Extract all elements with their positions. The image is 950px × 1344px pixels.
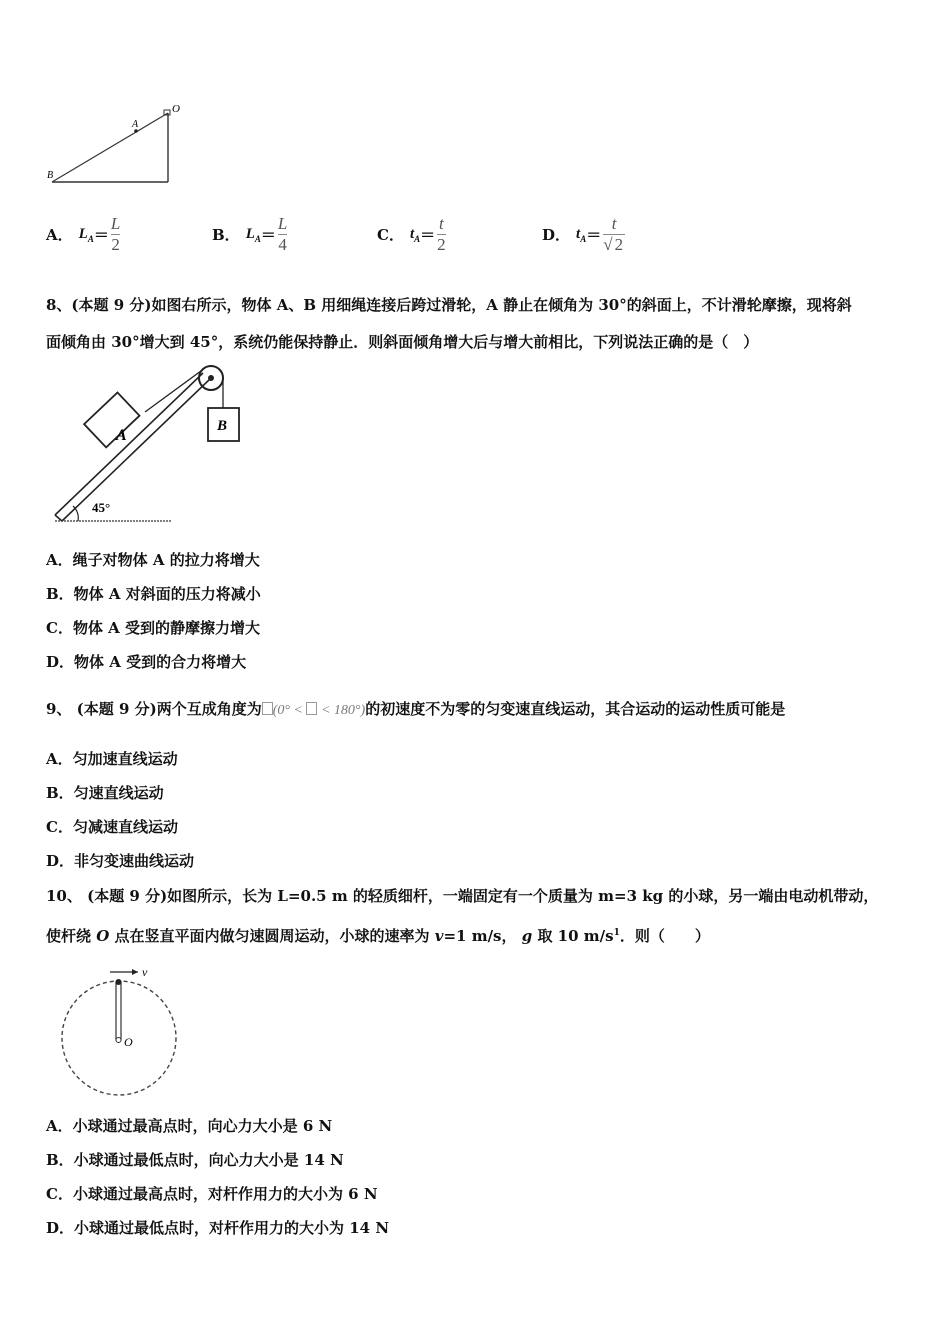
option-var: $t_A$: [576, 225, 587, 244]
q8-option-b[interactable]: B．物体 A 对斜面的压力将减小: [46, 585, 261, 603]
label-a: A: [116, 427, 127, 444]
pivot-o: [116, 1038, 121, 1043]
incline-pulley-figure-q8: [50, 360, 250, 530]
q9-option-a[interactable]: A．匀加速直线运动: [46, 750, 178, 768]
q10-stem-line2: 使杆绕 O 点在竖直平面内做匀速圆周运动，小球的速率为 v=1 m/s， g 取 10 $m/s^1$．则（ ）: [46, 927, 710, 945]
option-var: $L_A$: [245, 225, 261, 244]
theta-box-icon: [306, 702, 317, 715]
incline-bottom: [62, 379, 210, 521]
q9-option-b[interactable]: B．匀速直线运动: [46, 784, 164, 802]
q8-option-d[interactable]: D．物体 A 受到的合力将增大: [46, 653, 247, 671]
label-b: B: [47, 170, 54, 181]
angle-label: 45°: [92, 500, 111, 515]
q7-option-c[interactable]: [377, 214, 446, 255]
q10-stem-line1: 10、 (本题 9 分)如图所示，长为 L=0.5 m 的轻质细杆，一端固定有一个质量为 m=3 kg 的小球，另一端由电动机带动，: [46, 887, 879, 905]
pulley-axle: [208, 375, 214, 381]
q8-stem-line1: 8、(本题 9 分)如图右所示，物体 A、B 用细绳连接后跨过滑轮，A 静止在倾角为 30°的斜面上，不计滑轮摩擦，现将斜: [46, 296, 852, 314]
equals-sign: ＝: [420, 226, 436, 244]
option-key: C．: [377, 226, 404, 244]
fraction: $\frac{t}{√ 2}$: [603, 214, 624, 254]
equals-sign: ＝: [586, 226, 602, 244]
option-key: D．: [542, 226, 571, 244]
rod: [116, 982, 121, 1040]
q10-option-c[interactable]: C．小球通过最高点时，对杆作用力的大小为 6 N: [46, 1185, 378, 1203]
angle-arc: [73, 506, 78, 521]
block-a: [84, 392, 139, 447]
q9-prefix: 9、 (本题 9 分)两个互成角度为: [46, 700, 262, 718]
q8-stem-line2: 面倾角由 30°增大到 45°，系统仍能保持静止．则斜面倾角增大后与增大前相比，下列说法正确的是（ ）: [46, 333, 759, 351]
incline-base-cap: [55, 515, 62, 521]
arrowhead-icon: [132, 969, 138, 975]
equals-sign: ＝: [260, 226, 276, 244]
angle-formula: (0° < < 180°): [272, 703, 366, 718]
theta-box-icon: [262, 702, 273, 715]
option-key: B．: [212, 226, 240, 244]
option-var: $L_A$: [78, 225, 94, 244]
q8-option-c[interactable]: C．物体 A 受到的静摩擦力增大: [46, 619, 261, 637]
q10-option-d[interactable]: D．小球通过最低点时，对杆作用力的大小为 14 N: [46, 1219, 390, 1237]
incline-figure-q7: [40, 100, 200, 190]
fraction: $\frac{t}{2}$: [437, 214, 446, 254]
q7-option-b[interactable]: [212, 214, 287, 255]
q9-option-c[interactable]: C．匀减速直线运动: [46, 818, 178, 836]
fraction: $\frac{L}{4}$: [277, 214, 288, 254]
q7-option-d[interactable]: [542, 214, 625, 255]
label-a: A: [132, 119, 139, 130]
q9-stem: [46, 699, 785, 721]
q10-option-a[interactable]: A．小球通过最高点时，向心力大小是 6 N: [46, 1117, 333, 1135]
label-o: O: [172, 103, 180, 115]
equals-sign: ＝: [93, 226, 109, 244]
q9-suffix: 的初速度不为零的匀变速直线运动，其合运动的运动性质可能是: [365, 700, 786, 718]
q8-option-a[interactable]: A．绳子对物体 A 的拉力将增大: [46, 551, 260, 569]
q9-option-d[interactable]: D．非匀变速曲线运动: [46, 852, 195, 870]
sqrt-sign: √: [603, 235, 613, 254]
label-o: O: [124, 1035, 133, 1049]
option-key: A．: [46, 226, 73, 244]
circle-rod-figure-q10: [55, 962, 185, 1102]
fraction: $\frac{L}{2}$: [110, 214, 121, 254]
q7-option-a[interactable]: [46, 214, 120, 255]
incline-top: [55, 373, 203, 515]
incline-line: [52, 113, 168, 182]
option-var: $t_A$: [409, 225, 421, 244]
rope-to-a: [145, 368, 205, 412]
label-b: B: [217, 418, 228, 434]
label-v: v: [142, 965, 148, 979]
ball: [116, 979, 122, 985]
q10-option-b[interactable]: B．小球通过最低点时，向心力大小是 14 N: [46, 1151, 344, 1169]
